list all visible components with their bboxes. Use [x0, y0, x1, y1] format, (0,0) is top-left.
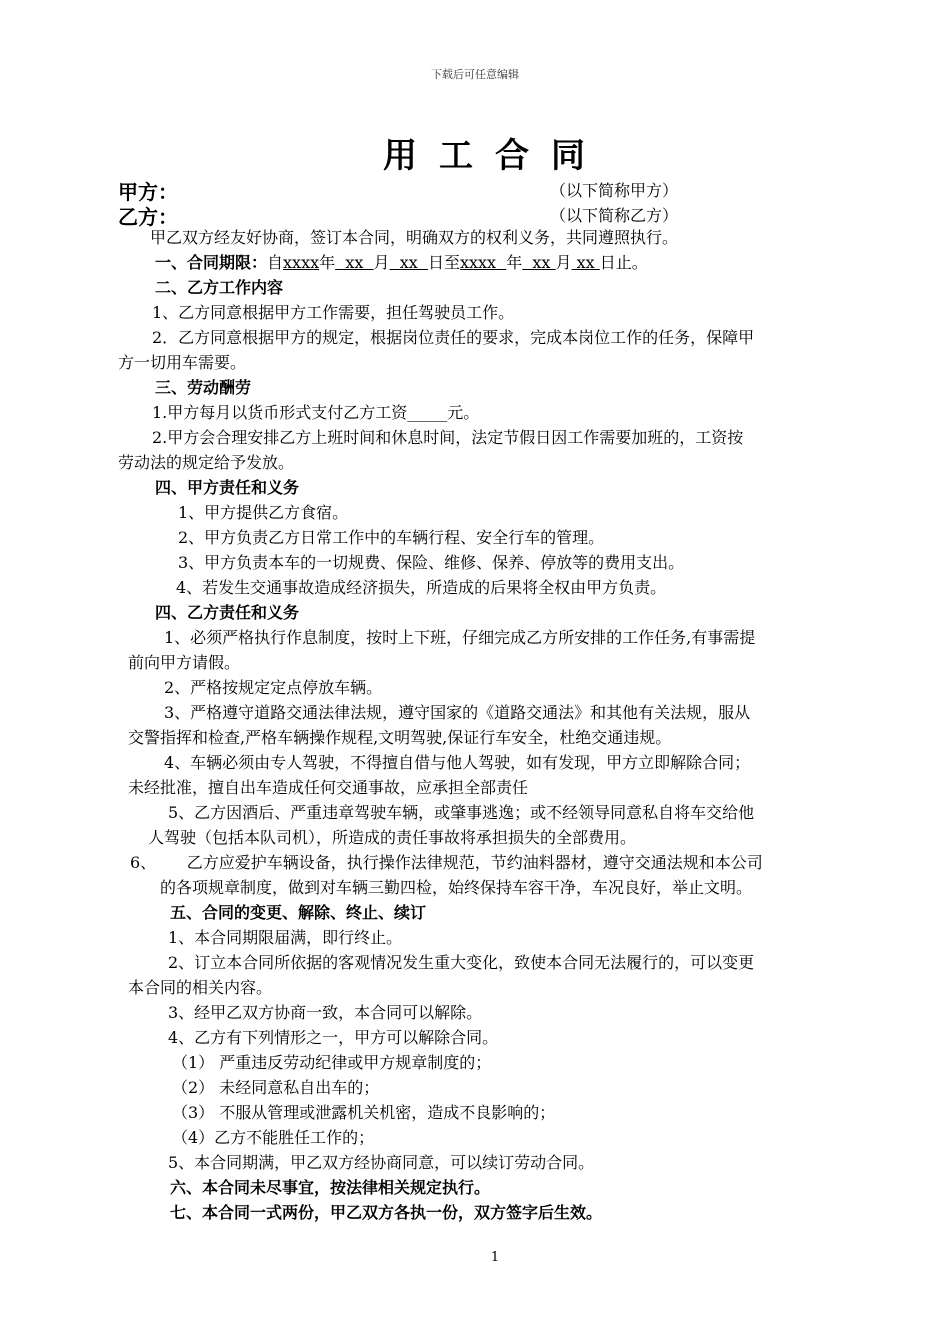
- term-text: 月: [555, 253, 572, 272]
- contract-line: 方一切用车需要。: [118, 353, 247, 372]
- start-year: xxxx: [283, 253, 320, 272]
- contract-line: 1.甲方每月以货币形式支付乙方工资_____元。: [152, 403, 480, 422]
- contract-line: 前向甲方请假。: [128, 653, 241, 672]
- contract-line: 1、甲方提供乙方食宿。: [178, 503, 349, 522]
- section-heading: 七、本合同一式两份，甲乙双方各执一份，双方签字后生效。: [170, 1203, 603, 1222]
- contract-line: 2．乙方同意根据甲方的规定，根据岗位责任的要求，完成本岗位工作的任务，保障甲: [152, 328, 755, 347]
- contract-line: 劳动法的规定给予发放。: [118, 453, 295, 472]
- contract-line: 1、必须严格执行作息制度，按时上下班，仔细完成乙方所安排的工作任务,有事需提: [164, 628, 756, 647]
- party-b-label: 乙方：: [118, 205, 178, 229]
- contract-line: 3、经甲乙双方协商一致，本合同可以解除。: [168, 1003, 483, 1022]
- end-day: xx: [571, 253, 600, 272]
- start-day: xx: [389, 253, 428, 272]
- section-heading: 四、乙方责任和义务: [155, 603, 300, 622]
- contract-line: 4、若发生交通事故造成经济损失，所造成的后果将全权由甲方负责。: [176, 578, 667, 597]
- contract-line: （3） 不服从管理或泄露机关机密，造成不良影响的；: [172, 1103, 556, 1122]
- party-a-label: 甲方：: [118, 180, 178, 204]
- end-year: xxxx: [459, 253, 507, 272]
- contract-line: （2） 未经同意私自出车的；: [172, 1078, 380, 1097]
- contract-line: 交警指挥和检查,严格车辆操作规程,文明驾驶,保证行车安全，杜绝交通违规。: [128, 728, 672, 747]
- contract-line: 人驾驶（包括本队司机），所造成的责任事故将承担损失的全部费用。: [148, 828, 637, 847]
- term-text: 日止。: [599, 253, 648, 272]
- contract-line: 本合同的相关内容。: [128, 978, 273, 997]
- contract-line: 5、本合同期满，甲乙双方经协商同意，可以续订劳动合同。: [168, 1153, 595, 1172]
- section-heading: 五、合同的变更、解除、终止、续订: [170, 903, 427, 922]
- term-text: 月: [373, 253, 390, 272]
- party-a-note: （以下简称甲方）: [550, 181, 679, 200]
- contract-line: 4、乙方有下列情形之一，甲方可以解除合同。: [168, 1028, 499, 1047]
- contract-line: （1） 严重违反劳动纪律或甲方规章制度的；: [172, 1053, 492, 1072]
- contract-line: 2、甲方负责乙方日常工作中的车辆行程、安全行车的管理。: [178, 528, 605, 547]
- page-number: 1: [490, 1250, 500, 1265]
- contract-line: 4、车辆必须由专人驾驶，不得擅自借与他人驾驶，如有发现，甲方立即解除合同；: [164, 753, 751, 772]
- term-clause: [155, 251, 648, 275]
- document-title: 用工合同: [383, 136, 607, 176]
- contract-line: 1、本合同期限届满，即行终止。: [168, 928, 403, 947]
- section-heading: 三、劳动酬劳: [155, 378, 252, 397]
- term-text: 日至: [427, 253, 460, 272]
- end-month: xx: [522, 253, 556, 272]
- term-text: 年: [506, 253, 523, 272]
- contract-line: （4）乙方不能胜任工作的；: [172, 1128, 375, 1147]
- contract-line: 1、乙方同意根据甲方工作需要，担任驾驶员工作。: [152, 303, 515, 322]
- page-header: 下载后可任意编辑: [431, 68, 519, 81]
- contract-line: 未经批准，擅自出车造成任何交通事故，应承担全部责任: [128, 778, 529, 797]
- term-text: 年: [319, 253, 336, 272]
- contract-line: 的各项规章制度，做到对车辆三勤四检，始终保持车容干净，车况良好，举止文明。: [160, 878, 753, 897]
- contract-line: 2、订立本合同所依据的客观情况发生重大变化，致使本合同无法履行的，可以变更: [168, 953, 755, 972]
- contract-line: 3、甲方负责本车的一切规费、保险、维修、保养、停放等的费用支出。: [178, 553, 685, 572]
- party-b-note: （以下简称乙方）: [550, 206, 679, 225]
- contract-line: 2.甲方会合理安排乙方上班时间和休息时间，法定节假日因工作需要加班的，工资按: [152, 428, 744, 447]
- contract-line: 5、乙方因酒后、严重违章驾驶车辆，或肇事逃逸；或不经领导同意私自将车交给他: [168, 803, 755, 822]
- term-heading: 一、合同期限：: [155, 253, 268, 272]
- contract-line: 3、严格遵守道路交通法律法规，遵守国家的《道路交通法》和其他有关法规，服从: [164, 703, 751, 722]
- start-month: xx: [335, 253, 374, 272]
- section-heading: 四、甲方责任和义务: [155, 478, 300, 497]
- section-heading: 六、本合同未尽事宜，按法律相关规定执行。: [170, 1178, 491, 1197]
- term-text: 自: [267, 253, 284, 272]
- intro-paragraph: 甲乙双方经友好协商，签订本合同，明确双方的权利义务，共同遵照执行。: [150, 228, 679, 247]
- section-heading: 二、乙方工作内容: [155, 278, 284, 297]
- contract-line: 2、严格按规定定点停放车辆。: [164, 678, 383, 697]
- contract-line: 6、 乙方应爱护车辆设备，执行操作法律规范，节约油料器材，遵守交通法规和本公司: [130, 853, 763, 872]
